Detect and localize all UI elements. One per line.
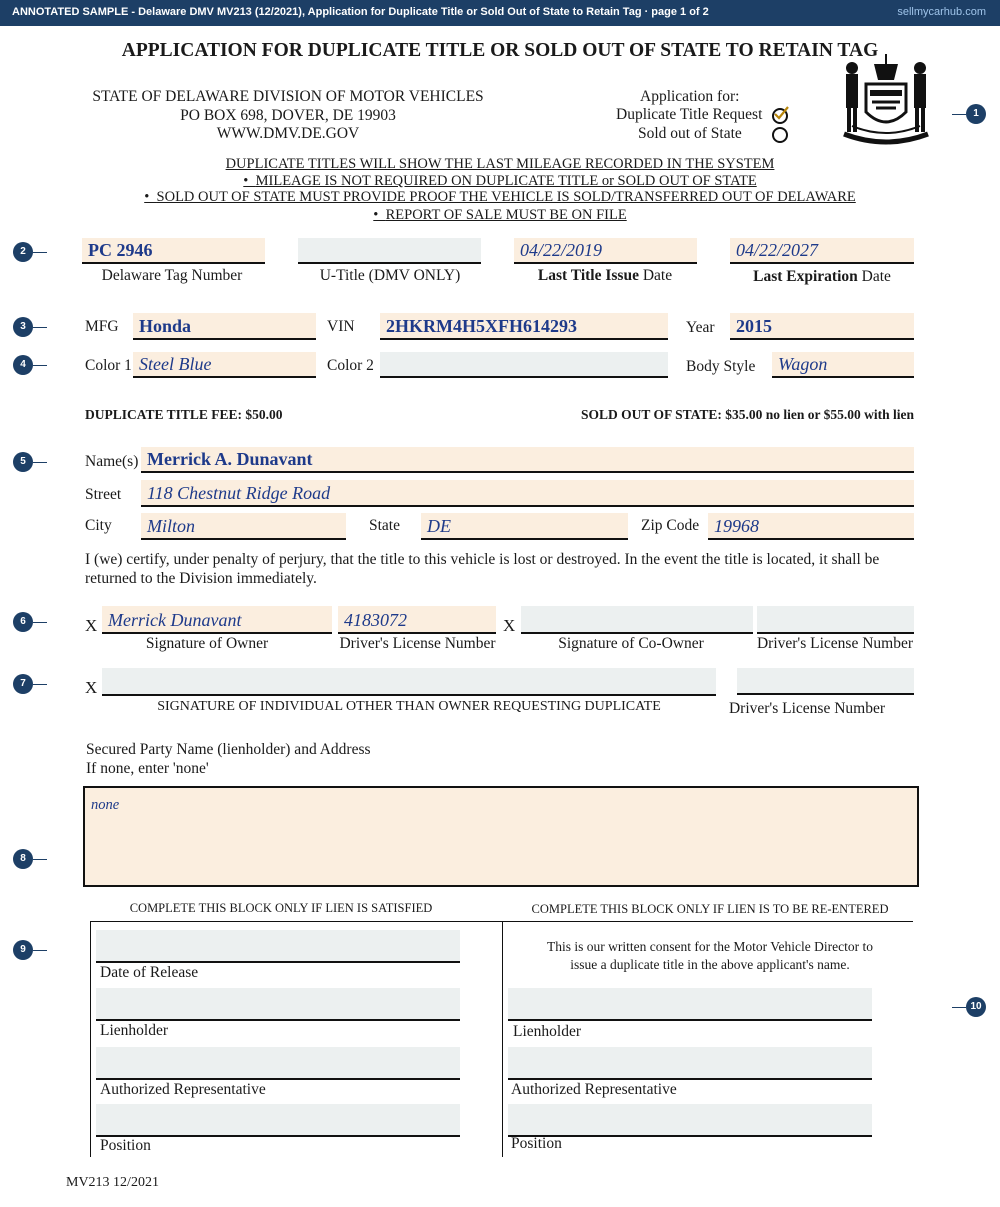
mfg-label: MFG	[85, 318, 119, 335]
last-expiration-label-bold: Last Expiration	[753, 268, 858, 285]
annotation-leader-10	[952, 1007, 966, 1008]
annotation-badge-3: 3	[13, 317, 33, 337]
annotation-badge-7: 7	[13, 674, 33, 694]
date-of-release-field[interactable]	[96, 930, 460, 963]
agency-name: STATE OF DELAWARE DIVISION OF MOTOR VEHICLES	[92, 88, 484, 105]
agency-website: WWW.DMV.DE.GOV	[216, 125, 360, 142]
delaware-tag-number-label: Delaware Tag Number	[101, 267, 243, 284]
color1-field[interactable]	[133, 352, 316, 378]
certification-line-2: returned to the Division immediately.	[85, 570, 317, 587]
lien-consent-statement	[508, 938, 912, 974]
satisfied-lienholder-label: Lienholder	[100, 1022, 169, 1039]
owner-x-mark: X	[85, 616, 98, 635]
annotation-banner	[0, 0, 1000, 26]
notice-mileage-not-required: • MILEAGE IS NOT REQUIRED ON DUPLICATE TITLE or SOLD OUT OF STATE	[243, 173, 757, 189]
certification-statement	[85, 550, 935, 588]
u-title-label: U-Title (DMV ONLY)	[319, 267, 461, 284]
annotation-badge-2: 2	[13, 242, 33, 262]
lien-reentered-heading: COMPLETE THIS BLOCK ONLY IF LIEN IS TO BE RE-ENTERED	[531, 902, 889, 916]
vin-value: 2HKRM4H5XFH614293	[386, 316, 577, 336]
state-label: State	[369, 517, 400, 534]
year-label: Year	[686, 319, 715, 336]
satisfied-position-label: Position	[100, 1137, 151, 1154]
city-field[interactable]	[141, 513, 346, 540]
secured-party-value: none	[91, 797, 120, 813]
names-field[interactable]	[141, 447, 914, 473]
last-expiration-date-field[interactable]	[730, 238, 914, 264]
delaware-state-seal	[836, 52, 936, 150]
delaware-tag-number-value: PC 2946	[88, 240, 153, 260]
annotation-leader-3	[33, 327, 47, 328]
annotation-leader-2	[33, 252, 47, 253]
street-field[interactable]	[141, 480, 914, 507]
zip-code-value: 19968	[714, 516, 759, 536]
annotation-leader-5	[33, 462, 47, 463]
notice-sold-out-proof-text: SOLD OUT OF STATE MUST PROVIDE PROOF THE VEHICLE IS SOLD/TRANSFERRED OUT OF DELAWARE	[156, 189, 856, 205]
state-field[interactable]	[421, 513, 628, 540]
notice-sold-out-proof: • SOLD OUT OF STATE MUST PROVIDE PROOF THE VEHICLE IS SOLD/TRANSFERRED OUT OF DELAWARE	[144, 189, 856, 205]
last-expiration-date-label	[722, 268, 922, 286]
other-dl-field[interactable]	[737, 668, 914, 695]
checkmark-icon	[772, 105, 790, 121]
owner-signature-value: Merrick Dunavant	[108, 610, 242, 630]
duplicate-title-fee: DUPLICATE TITLE FEE: $50.00	[85, 407, 283, 422]
reentered-lienholder-field[interactable]	[508, 988, 872, 1021]
form-number-footer: MV213 12/2021	[66, 1175, 159, 1190]
reentered-authorized-rep-field[interactable]	[508, 1047, 872, 1080]
sold-out-of-state-fee: SOLD OUT OF STATE: $35.00 no lien or $55.00 with lien	[580, 407, 914, 422]
annotation-leader-8	[33, 859, 47, 860]
coowner-dl-field[interactable]	[757, 606, 914, 634]
agency-po-box: PO BOX 698, DOVER, DE 19903	[180, 106, 396, 124]
annotation-leader-1	[952, 114, 966, 115]
secured-party-none-instruction: If none, enter 'none'	[86, 760, 209, 777]
last-expiration-date-value: 04/22/2027	[736, 240, 819, 260]
street-value: 118 Chestnut Ridge Road	[147, 483, 331, 503]
coowner-signature-label: Signature of Co-Owner	[558, 635, 704, 652]
other-x-mark: X	[85, 678, 98, 697]
year-value: 2015	[736, 316, 772, 336]
zip-code-label: Zip Code	[641, 517, 700, 534]
zip-code-field[interactable]	[708, 513, 914, 540]
last-title-issue-label-bold: Last Title Issue	[537, 267, 639, 284]
vin-field[interactable]	[380, 313, 668, 340]
reentered-lienholder-label: Lienholder	[513, 1023, 582, 1040]
body-style-field[interactable]	[772, 352, 914, 378]
coowner-signature-field[interactable]	[521, 606, 753, 634]
agency-address	[60, 88, 516, 144]
annotation-leader-4	[33, 365, 47, 366]
last-title-issue-date-value: 04/22/2019	[520, 240, 603, 260]
annotation-badge-4: 4	[13, 355, 33, 375]
last-title-issue-label-rest: Date	[638, 267, 673, 284]
satisfied-lienholder-field[interactable]	[96, 988, 460, 1021]
annotation-badge-8: 8	[13, 849, 33, 869]
street-label: Street	[85, 486, 122, 503]
lien-consent-line-1: This is our written consent for the Motor Vehicle Director to	[547, 939, 873, 954]
other-individual-signature-label: SIGNATURE OF INDIVIDUAL OTHER THAN OWNER REQUESTING DUPLICATE	[157, 699, 661, 714]
sold-out-of-state-option-label: Sold out of State	[638, 125, 742, 142]
color1-label: Color 1	[85, 357, 132, 374]
names-label: Name(s)	[85, 453, 139, 470]
owner-dl-label: Driver's License Number	[339, 635, 496, 652]
color2-label: Color 2	[327, 357, 374, 374]
annotation-badge-5: 5	[13, 452, 33, 472]
annotation-badge-1: 1	[966, 104, 986, 124]
notice-mileage-not-required-text: MILEAGE IS NOT REQUIRED ON DUPLICATE TITLE or SOLD OUT OF STATE	[255, 173, 757, 189]
owner-signature-label: Signature of Owner	[145, 635, 269, 652]
lien-satisfied-heading: COMPLETE THIS BLOCK ONLY IF LIEN IS SATISFIED	[129, 901, 433, 915]
coowner-dl-label: Driver's License Number	[756, 635, 913, 652]
annotation-leader-6	[33, 622, 47, 623]
satisfied-authorized-rep-label: Authorized Representative	[100, 1081, 266, 1098]
last-title-issue-date-field[interactable]	[514, 238, 697, 264]
secured-party-label: Secured Party Name (lienholder) and Address	[86, 741, 371, 758]
annotation-badge-6: 6	[13, 612, 33, 632]
banner-site-link[interactable]: sellmycarhub.com	[897, 6, 986, 18]
mfg-field[interactable]	[133, 313, 316, 340]
owner-dl-field[interactable]	[338, 606, 496, 634]
notice-mileage-recorded: DUPLICATE TITLES WILL SHOW THE LAST MILEAGE RECORDED IN THE SYSTEM	[225, 156, 775, 172]
body-style-label: Body Style	[686, 358, 756, 375]
other-individual-signature-field[interactable]	[102, 668, 716, 696]
lien-consent-line-2: issue a duplicate title in the above applicant's name.	[570, 957, 850, 972]
reentered-position-label: Position	[511, 1135, 562, 1152]
owner-dl-value: 4183072	[344, 610, 407, 630]
u-title-field[interactable]	[298, 238, 481, 264]
names-value: Merrick A. Dunavant	[147, 449, 313, 469]
reentered-authorized-rep-label: Authorized Representative	[511, 1081, 677, 1098]
duplicate-title-radio[interactable]	[772, 108, 788, 124]
banner-title: ANNOTATED SAMPLE - Delaware DMV MV213 (12/2021), Application for Duplicate Title or Sold Out of State to Retain Tag · page 1 of 2	[12, 6, 709, 18]
other-dl-label: Driver's License Number	[728, 700, 885, 717]
year-field[interactable]	[730, 313, 914, 340]
delaware-tag-number-field[interactable]	[82, 238, 265, 264]
application-for-heading: Application for:	[640, 88, 740, 105]
annotation-leader-9	[33, 950, 47, 951]
city-label: City	[85, 517, 112, 534]
satisfied-position-field[interactable]	[96, 1104, 460, 1137]
duplicate-title-option-label: Duplicate Title Request	[616, 106, 763, 123]
lien-block-divider	[502, 921, 503, 1157]
reentered-position-field[interactable]	[508, 1104, 872, 1137]
certification-line-1: I (we) certify, under penalty of perjury, that the title to this vehicle is lost or destroyed. In the event the title is located, it shall be	[85, 551, 880, 568]
annotation-leader-7	[33, 684, 47, 685]
secured-party-textarea[interactable]	[83, 786, 919, 887]
mfg-value: Honda	[139, 316, 192, 336]
sold-out-of-state-radio[interactable]	[772, 127, 788, 143]
last-title-issue-date-label	[505, 267, 705, 285]
lien-block-left-rule	[90, 921, 91, 1157]
owner-signature-field[interactable]	[102, 606, 332, 634]
notice-report-of-sale-text: REPORT OF SALE MUST BE ON FILE	[385, 207, 627, 223]
coowner-x-mark: X	[503, 616, 516, 635]
notice-report-of-sale: • REPORT OF SALE MUST BE ON FILE	[373, 207, 627, 223]
color2-field[interactable]	[380, 352, 668, 378]
satisfied-authorized-rep-field[interactable]	[96, 1047, 460, 1080]
annotation-badge-9: 9	[13, 940, 33, 960]
vin-label: VIN	[327, 318, 355, 335]
body-style-value: Wagon	[778, 354, 828, 374]
state-value: DE	[427, 516, 451, 536]
last-expiration-label-rest: Date	[857, 268, 891, 285]
color1-value: Steel Blue	[139, 354, 212, 374]
date-of-release-label: Date of Release	[100, 964, 199, 981]
city-value: Milton	[147, 516, 195, 536]
annotation-badge-10: 10	[966, 997, 986, 1017]
form-title: APPLICATION FOR DUPLICATE TITLE OR SOLD OUT OF STATE TO RETAIN TAG	[121, 40, 879, 61]
